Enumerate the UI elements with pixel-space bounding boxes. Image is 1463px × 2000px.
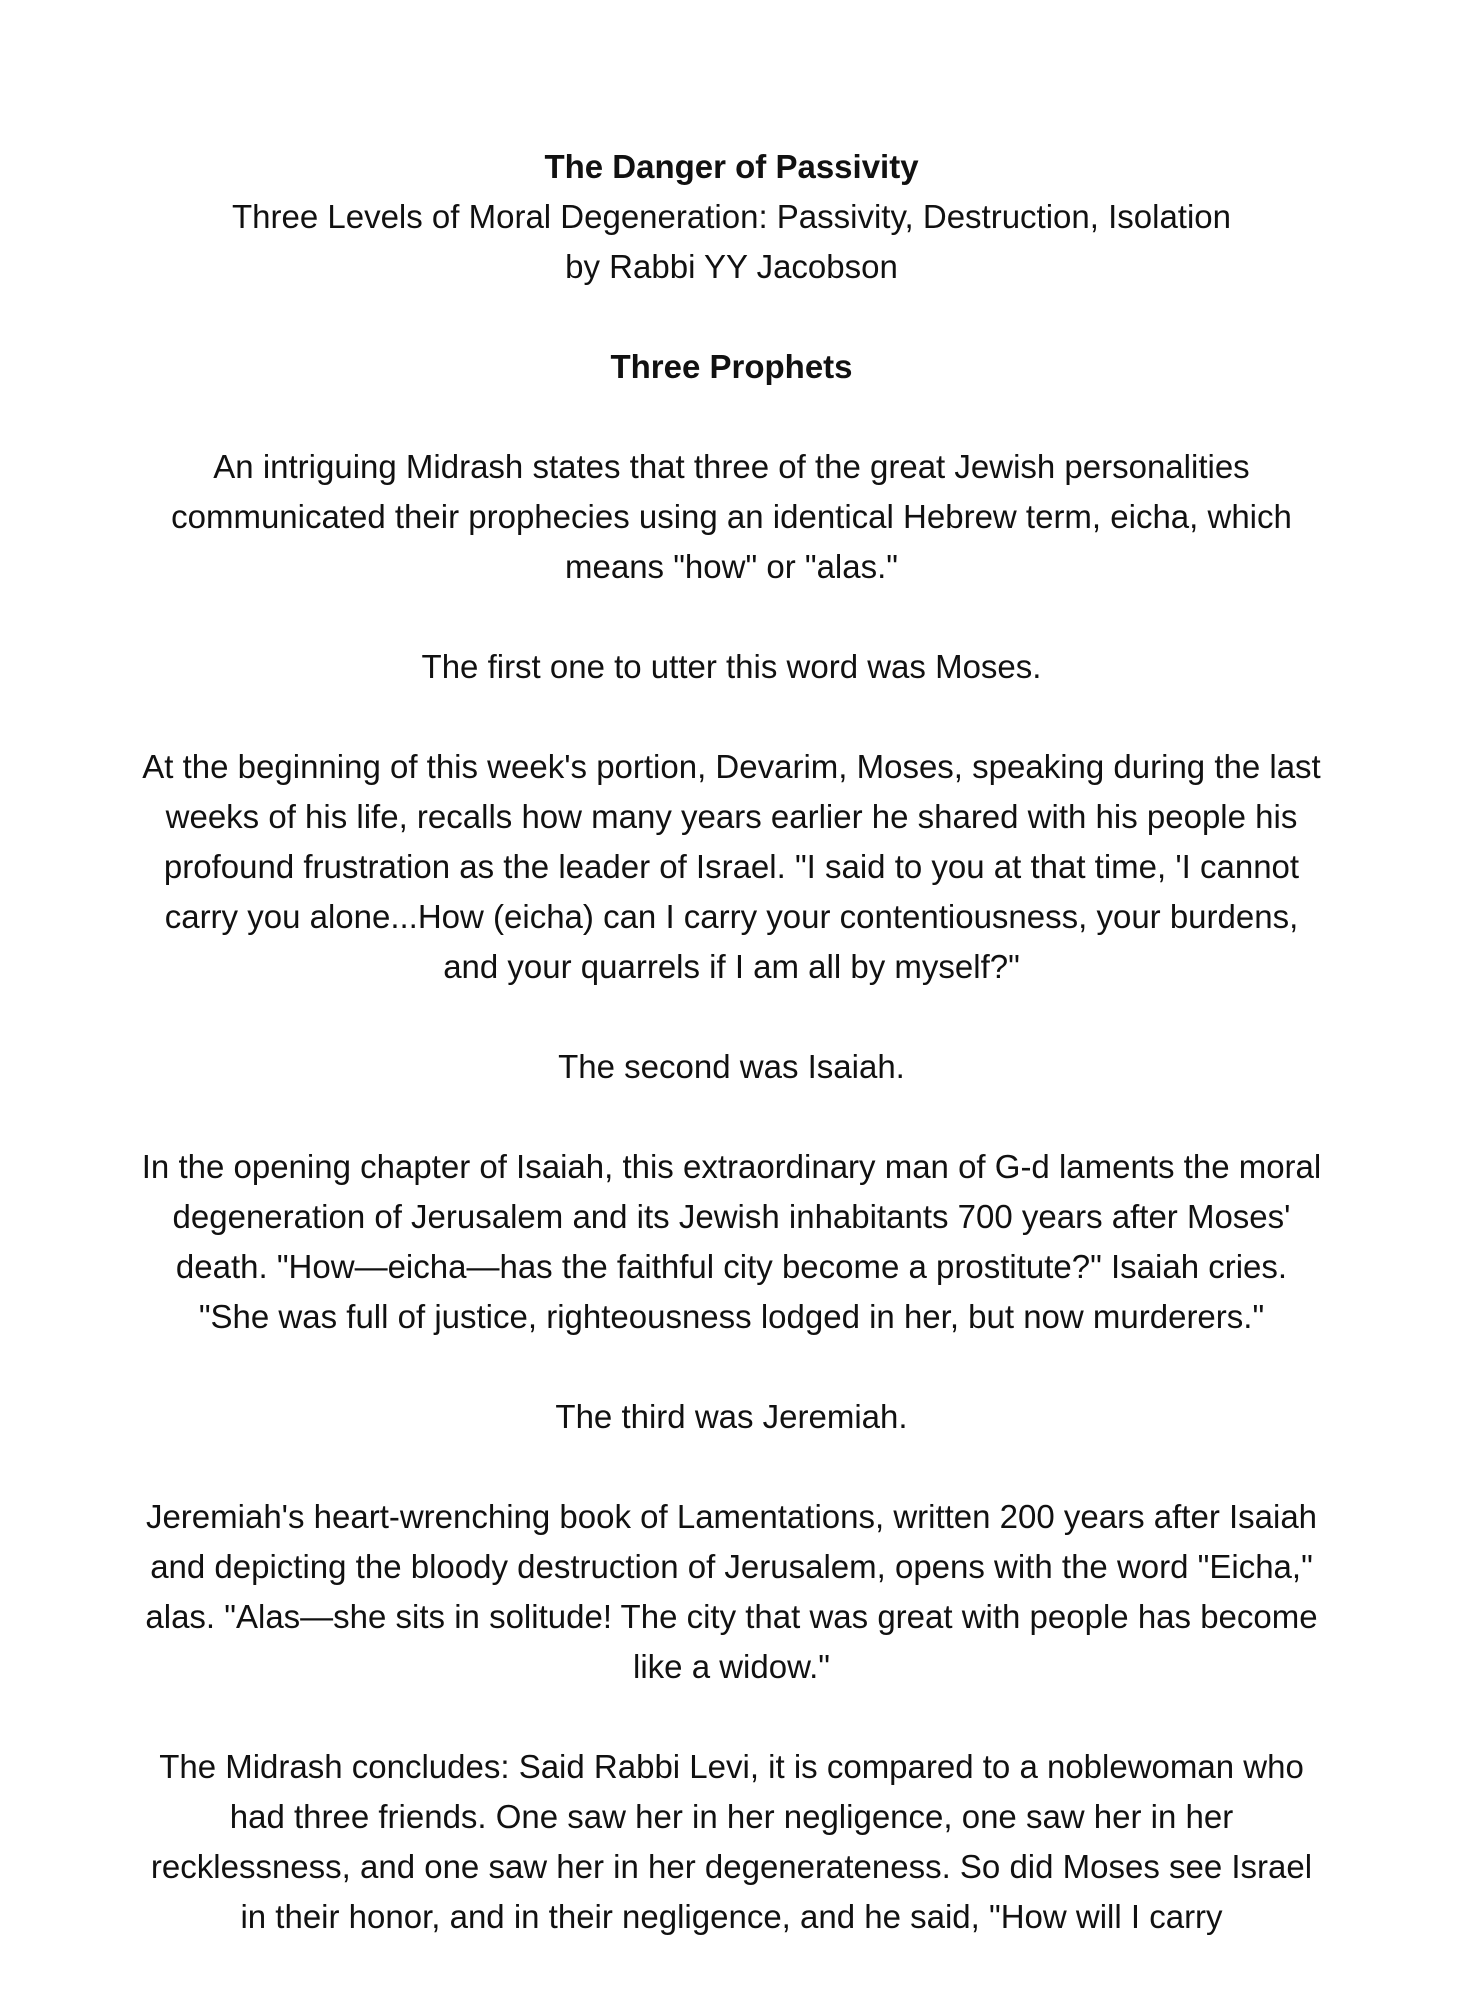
paragraph-midrash-conclusion: The Midrash concludes: Said Rabbi Levi, it is compared to a noblewoman who had three friends. One saw her in her negligence, one saw her in her recklessness, and one saw her in her degenerateness. So did Moses see Israel in their honor, and in their negligence, and he said, "How will I carry: [150, 1748, 1313, 1935]
spacer: [140, 292, 1323, 342]
paragraph-midrash-intro: An intriguing Midrash states that three of the great Jewish personalities communicated their prophecies using an identical Hebrew term, eicha, which means "how" or "alas.": [171, 448, 1292, 585]
document-byline: by Rabbi YY Jacobson: [565, 248, 898, 285]
section-heading: Three Prophets: [610, 348, 853, 385]
document-body: [140, 142, 1323, 1942]
document-subtitle: Three Levels of Moral Degeneration: Passivity, Destruction, Isolation: [231, 198, 1232, 235]
spacer: [140, 592, 1323, 642]
paragraph-isaiah: In the opening chapter of Isaiah, this extraordinary man of G-d laments the moral degeneration of Jerusalem and its Jewish inhabitants 700 years after Moses' death. "How—eicha—has the faithful city become a prostitute?" Isaiah cries. "She was full of justice, righteousness lodged in her, but now murderers.": [141, 1148, 1322, 1335]
spacer: [140, 1092, 1323, 1142]
spacer: [140, 1342, 1323, 1392]
spacer: [140, 1692, 1323, 1742]
spacer: [140, 392, 1323, 442]
paragraph-isaiah-intro: The second was Isaiah.: [558, 1048, 905, 1085]
spacer: [140, 692, 1323, 742]
paragraph-jeremiah-intro: The third was Jeremiah.: [555, 1398, 908, 1435]
document-title: The Danger of Passivity: [544, 148, 919, 185]
spacer: [140, 992, 1323, 1042]
paragraph-moses-intro: The first one to utter this word was Moses.: [421, 648, 1042, 685]
spacer: [140, 1442, 1323, 1492]
paragraph-jeremiah: Jeremiah's heart-wrenching book of Lamentations, written 200 years after Isaiah and depicting the bloody destruction of Jerusalem, opens with the word "Eicha," alas. "Alas—she sits in solitude! The city that was great with people has become like a widow.": [145, 1498, 1318, 1685]
paragraph-moses: At the beginning of this week's portion, Devarim, Moses, speaking during the last weeks of his life, recalls how many years earlier he shared with his people his profound frustration as the leader of Israel. "I said to you at that time, 'I cannot carry you alone...How (eicha) can I carry your contentiousness, your burdens, and your quarrels if I am all by myself?": [142, 748, 1321, 985]
